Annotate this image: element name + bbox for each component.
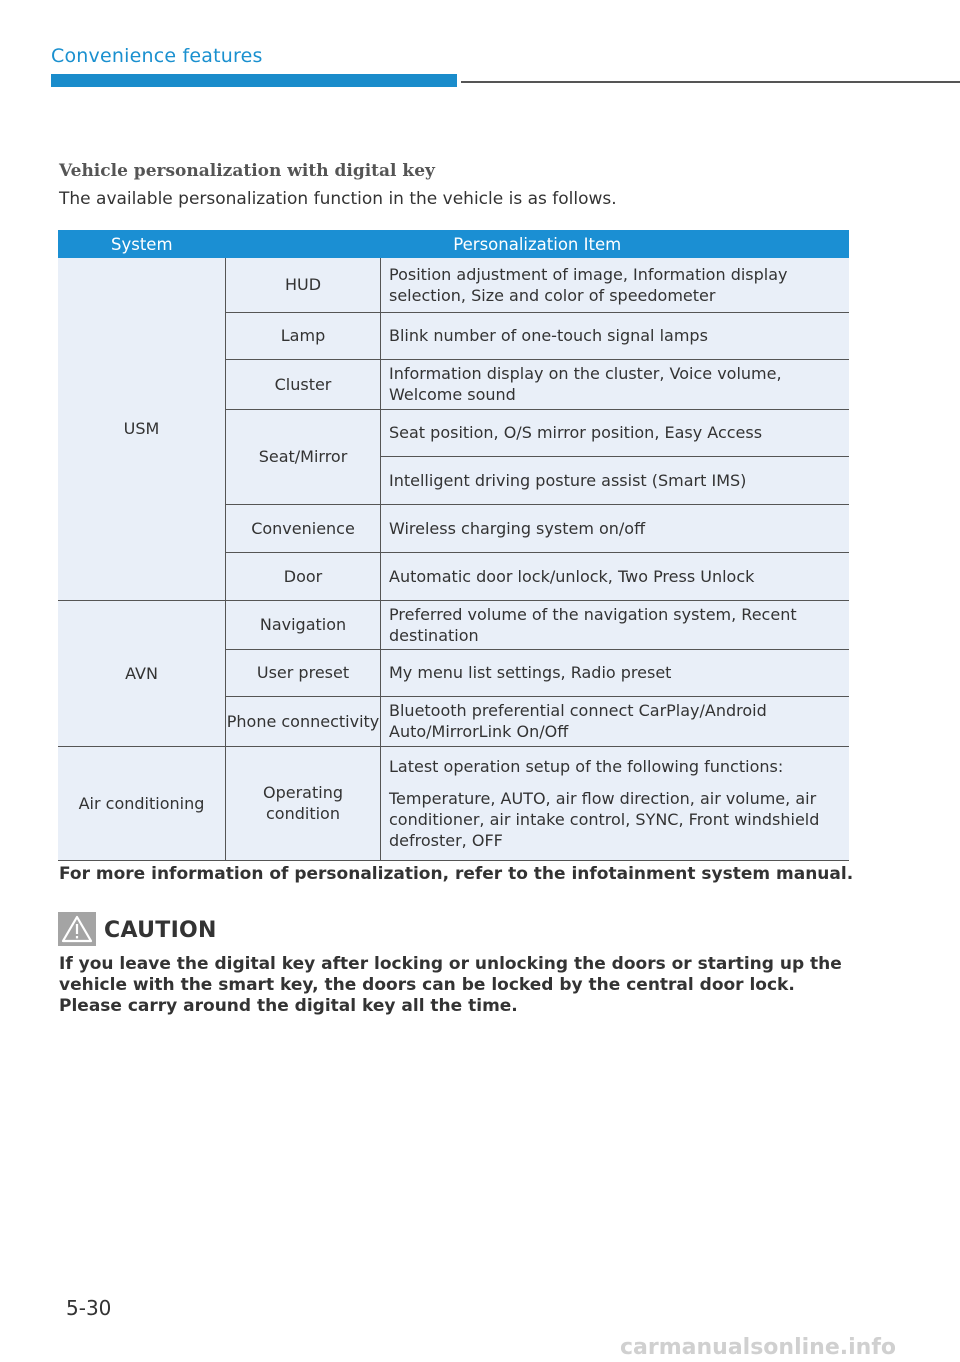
- category-cell: User preset: [226, 649, 381, 696]
- warning-triangle-icon: [58, 912, 96, 946]
- category-cell: Navigation: [226, 600, 381, 649]
- category-cell: Lamp: [226, 312, 381, 359]
- system-cell-air-conditioning: Air conditioning: [58, 746, 226, 860]
- table-row: [58, 600, 849, 649]
- watermark: carmanualsonline.info: [620, 1335, 896, 1360]
- note-text: For more information of personalization, refer to the infotainment system manual.: [59, 864, 854, 884]
- category-cell: Phone connectivity: [226, 696, 381, 746]
- category-cell: Operating condition: [226, 746, 381, 860]
- category-cell: HUD: [226, 258, 381, 312]
- item-cell: Automatic door lock/unlock, Two Press Unlock: [381, 552, 850, 600]
- item-cell: Bluetooth preferential connect CarPlay/Android Auto/MirrorLink On/Off: [381, 696, 850, 746]
- section-title: Convenience features: [51, 45, 263, 67]
- item-cell: Preferred volume of the navigation system, Recent destination: [381, 600, 850, 649]
- item-line: Temperature, AUTO, air flow direction, air volume, air conditioner, air intake control, SYNC, Front windshield defroster, OFF: [389, 788, 820, 850]
- item-cell: Intelligent driving posture assist (Smart IMS): [381, 456, 850, 504]
- caution-text: If you leave the digital key after locking or unlocking the doors or starting up the vehicle with the smart key, the doors can be locked by the central door lock. Please carry around the digital key all the time.: [59, 954, 842, 1016]
- subheading: Vehicle personalization with digital key: [59, 161, 435, 181]
- page-number: 5-30: [66, 1296, 112, 1320]
- table-row: [58, 746, 849, 860]
- header-system: System: [58, 230, 226, 258]
- table-row: [58, 258, 849, 312]
- item-cell: Blink number of one-touch signal lamps: [381, 312, 850, 359]
- system-cell-usm: USM: [58, 258, 226, 600]
- item-cell: Seat position, O/S mirror position, Easy Access: [381, 409, 850, 456]
- header-accent-bar: [51, 74, 457, 87]
- category-cell: Cluster: [226, 359, 381, 409]
- caution-title: CAUTION: [104, 918, 217, 943]
- header-personalization-item: Personalization Item: [226, 230, 850, 258]
- item-cell: Wireless charging system on/off: [381, 504, 850, 552]
- item-cell: [381, 746, 850, 860]
- table-header-row: [58, 230, 849, 258]
- header-rule: [461, 81, 960, 83]
- system-cell-avn: AVN: [58, 600, 226, 746]
- item-cell: Information display on the cluster, Voice volume, Welcome sound: [381, 359, 850, 409]
- item-cell: Position adjustment of image, Information display selection, Size and color of speedometer: [381, 258, 850, 312]
- item-line: Latest operation setup of the following functions:: [389, 756, 784, 776]
- item-cell: My menu list settings, Radio preset: [381, 649, 850, 696]
- category-cell: Convenience: [226, 504, 381, 552]
- intro-text: The available personalization function in the vehicle is as follows.: [59, 189, 617, 209]
- personalization-table: [58, 230, 849, 861]
- category-cell: Door: [226, 552, 381, 600]
- category-cell: Seat/Mirror: [226, 409, 381, 504]
